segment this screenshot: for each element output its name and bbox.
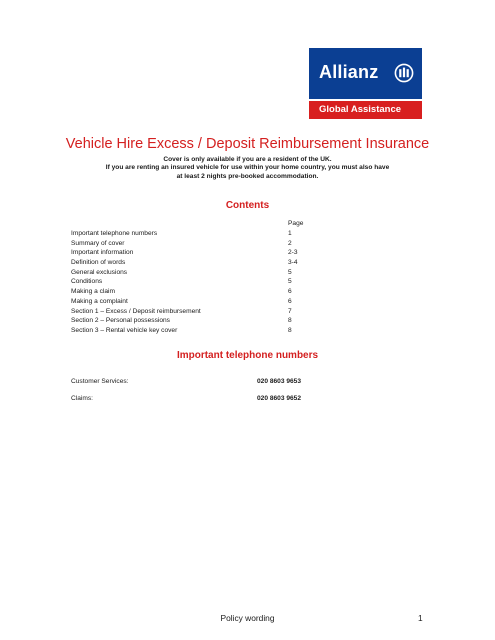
telephone-heading: Important telephone numbers (176, 350, 319, 361)
phone-label: Claims: (71, 395, 93, 402)
eligibility-notice (0, 156, 495, 181)
table-of-contents (71, 219, 311, 337)
toc-row (71, 327, 311, 337)
toc-row (71, 317, 311, 327)
toc-row (71, 298, 311, 308)
toc-row (71, 269, 311, 279)
toc-page-number: 8 (288, 317, 292, 325)
toc-label: Making a claim (71, 288, 115, 296)
toc-row (71, 230, 311, 240)
phone-number: 020 8603 9653 (257, 378, 302, 385)
toc-label: Summary of cover (71, 239, 125, 247)
toc-label: Section 1 – Excess / Deposit reimbursement (71, 307, 201, 315)
logo-brand-name: Allianz (319, 62, 379, 82)
allianz-logo (309, 48, 422, 119)
toc-label: Section 3 – Rental vehicle key cover (71, 326, 178, 334)
toc-row (71, 288, 311, 298)
phone-number: 020 8603 9652 (257, 395, 302, 402)
toc-page-number: 2 (288, 239, 292, 247)
logo-subtitle: Global Assistance (319, 104, 402, 115)
toc-label: Definition of words (71, 259, 126, 267)
toc-label: Important telephone numbers (71, 230, 158, 237)
notice-line: Cover is only available if you are a resident of the UK. (163, 156, 332, 163)
contents-heading: Contents (225, 200, 270, 211)
toc-label: Section 2 – Personal possessions (71, 317, 170, 325)
toc-row (71, 259, 311, 269)
toc-label: Conditions (71, 278, 103, 286)
toc-label: Important information (71, 249, 134, 257)
toc-page-number: 1 (288, 230, 292, 237)
footer-title: Policy wording (220, 613, 275, 623)
logo-brand-panel (309, 48, 422, 99)
toc-page-number: 7 (288, 307, 292, 315)
toc-page-number: 3-4 (288, 259, 298, 267)
toc-row (71, 240, 311, 250)
allianz-eagle-icon (394, 63, 414, 83)
toc-row (71, 278, 311, 288)
toc-page-number: 5 (288, 268, 292, 276)
logo-subtitle-panel (309, 101, 422, 119)
document-title: Vehicle Hire Excess / Deposit Reimbursement Insurance (65, 136, 430, 152)
toc-header (71, 219, 311, 230)
toc-page-number: 5 (288, 278, 292, 286)
phone-row-claims (71, 395, 371, 405)
phone-row-customer-services (71, 378, 371, 388)
phone-label: Customer Services: (71, 378, 129, 385)
toc-page-number: 2-3 (288, 249, 298, 257)
toc-page-header: Page (288, 220, 304, 227)
toc-row (71, 249, 311, 259)
toc-label: General exclusions (71, 268, 128, 276)
footer-page-number: 1 (418, 613, 423, 623)
notice-line: If you are renting an insured vehicle for use within your home country, you must also have (105, 164, 390, 172)
toc-page-number: 6 (288, 288, 292, 296)
toc-page-number: 6 (288, 297, 292, 305)
toc-label: Making a complaint (71, 297, 128, 305)
toc-page-number: 8 (288, 326, 292, 334)
notice-line: at least 2 nights pre-booked accommodation. (176, 172, 319, 180)
toc-row (71, 308, 311, 318)
